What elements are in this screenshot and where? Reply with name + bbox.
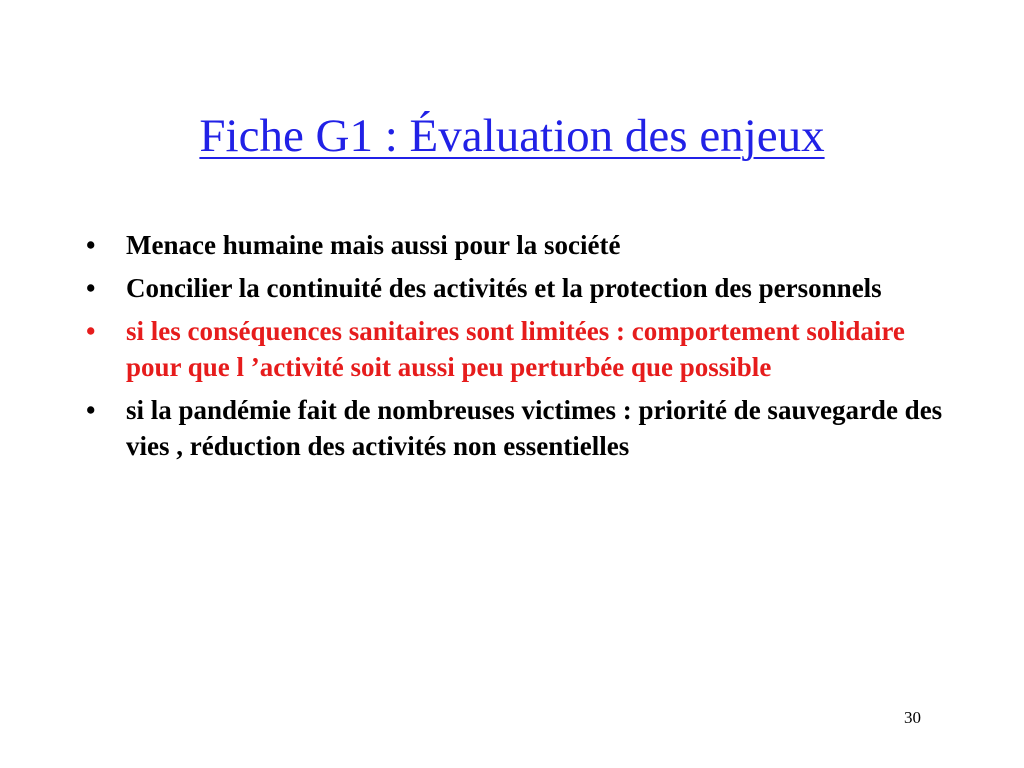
bullet-marker: • (86, 395, 96, 425)
bullet-item (86, 227, 946, 263)
bullet-text: Menace humaine mais aussi pour la société (126, 230, 621, 260)
bullet-item (86, 392, 946, 464)
bullet-list (86, 227, 946, 471)
bullet-text: si la pandémie fait de nombreuses victimes : priorité de sauvegarde des vies , réduction des activités non essentielles (126, 395, 943, 461)
bullet-text: Concilier la continuité des activités et la protection des personnels (126, 273, 882, 303)
bullet-item-highlighted (86, 313, 946, 385)
page-number: 30 (904, 708, 921, 727)
slide-title: Fiche G1 : Évaluation des enjeux (199, 110, 825, 162)
bullet-marker: • (86, 273, 96, 303)
bullet-text: si les conséquences sanitaires sont limitées : comportement solidaire pour que l ’activité soit aussi peu perturbée que possible (126, 316, 905, 382)
bullet-item (86, 270, 946, 306)
bullet-marker: • (86, 230, 96, 260)
bullet-marker: • (86, 316, 96, 346)
